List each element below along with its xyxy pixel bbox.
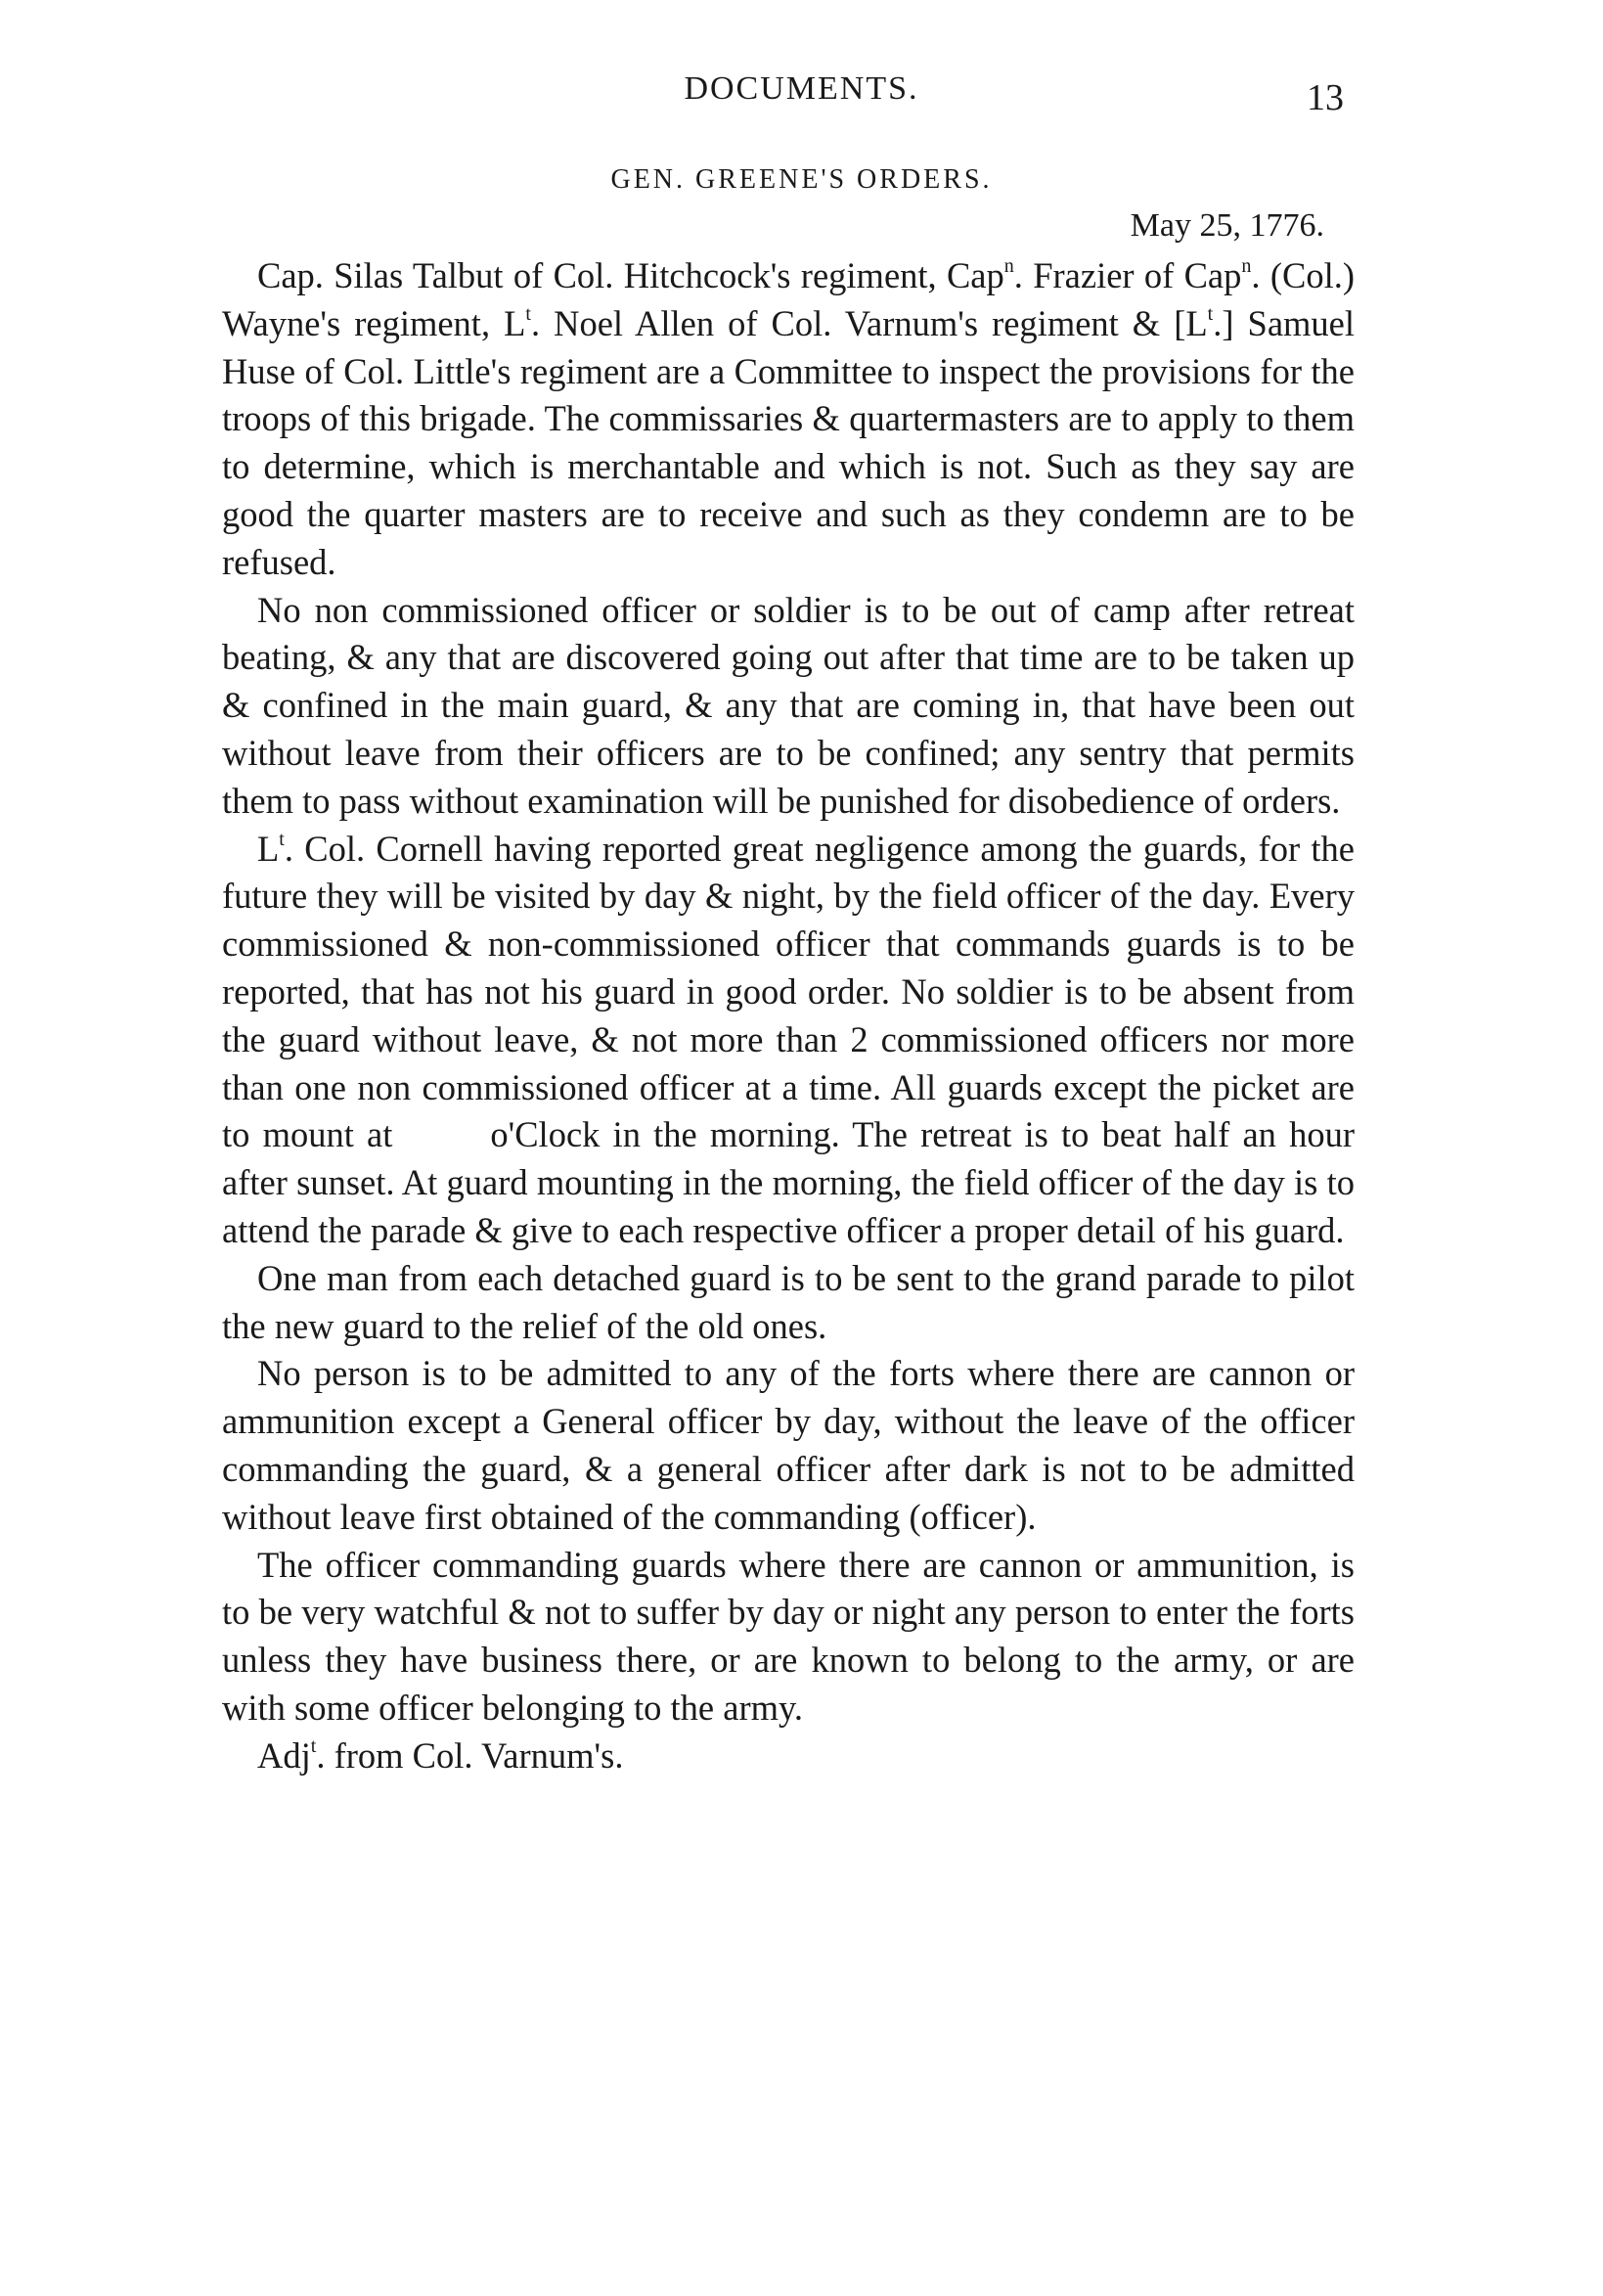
page-number: 13	[1307, 77, 1344, 118]
superscript: n	[1241, 254, 1252, 277]
text-run: Adj	[257, 1734, 311, 1776]
section-title: GEN. GREENE'S ORDERS.	[610, 164, 993, 195]
body-text	[222, 252, 1355, 1780]
dateline: May 25, 1776.	[1130, 207, 1324, 244]
superscript: t	[279, 828, 285, 850]
text-run: . from Col. Varnum's.	[316, 1734, 624, 1776]
text-run: Cap. Silas Talbut of Col. Hitchcock's regiment, Cap	[257, 255, 1004, 295]
paragraph-forts-admission: No person is to be admitted to any of the forts where there are cannon or ammunition except a General officer by day, without the leave of the officer commanding the guard, & a general officer after dark is not to be admitted without leave first obtained of the commanding (officer).	[222, 1353, 1355, 1537]
text-run: .] Samuel Huse of Col. Little's regiment are a Committee to inspect the provisions for the troops of this brigade. The commissaries & quartermasters are to apply to them to determine, which is merchantable and which is not. Such as they say are good the quarter masters are to receive and such as they condemn are to be refused.	[222, 302, 1356, 582]
superscript: t	[310, 1734, 317, 1757]
superscript: t	[525, 302, 531, 325]
text-run: . Col. Cornell having reported great negligence among the guards, for the future they will be visited by day & night, by the field officer of the day. Every commissioned & non-commissioned officer that commands guards is to be reported, that has not his guard in good order. No soldier is to be absent from the guard without leave, & not more than 2 commissioned officers nor more than one non commissioned officer at a time. All guards except the picket are to mount at	[222, 828, 1355, 1155]
paragraph-retreat-rules: No non commissioned officer or soldier is to be out of camp after retreat beating, & any that are discovered going out after that time are to be taken up & confined in the main guard, & any that are coming in, that have been out without leave from their officers are to be confined; any sentry that permits them to pass without examination will be punished for disobedience of orders.	[222, 589, 1355, 821]
text-run: L	[257, 828, 280, 869]
paragraph-guards	[222, 826, 1355, 1255]
paragraph-committee	[222, 252, 1355, 587]
superscript: t	[1207, 302, 1214, 325]
text-run: o'Clock in the morning. The retreat is to beat half an hour after sunset. At guard mounting in the morning, the field officer of the day is to attend the parade & give to each respective officer a proper detail of his guard.	[222, 1114, 1356, 1250]
paragraph-adjutant	[222, 1733, 1355, 1780]
superscript: n	[1003, 254, 1014, 277]
running-title: DOCUMENTS.	[684, 70, 919, 107]
text-run: . Frazier of Cap	[1013, 255, 1242, 295]
text-run: . (Col.) Wayne's regiment, L	[222, 255, 1356, 343]
paragraph-detached-guard: One man from each detached guard is to be sent to the grand parade to pilot the new guard to the relief of the old ones.	[222, 1257, 1355, 1346]
text-run: . Noel Allen of Col. Varnum's regiment & [L	[530, 302, 1208, 343]
paragraph-officer-watchful: The officer commanding guards where there are cannon or ammunition, is to be very watchful & not to suffer by day or night any person to enter the forts unless they have business there, or are known to belong to the army, or are with some officer belonging to the army.	[222, 1544, 1355, 1728]
